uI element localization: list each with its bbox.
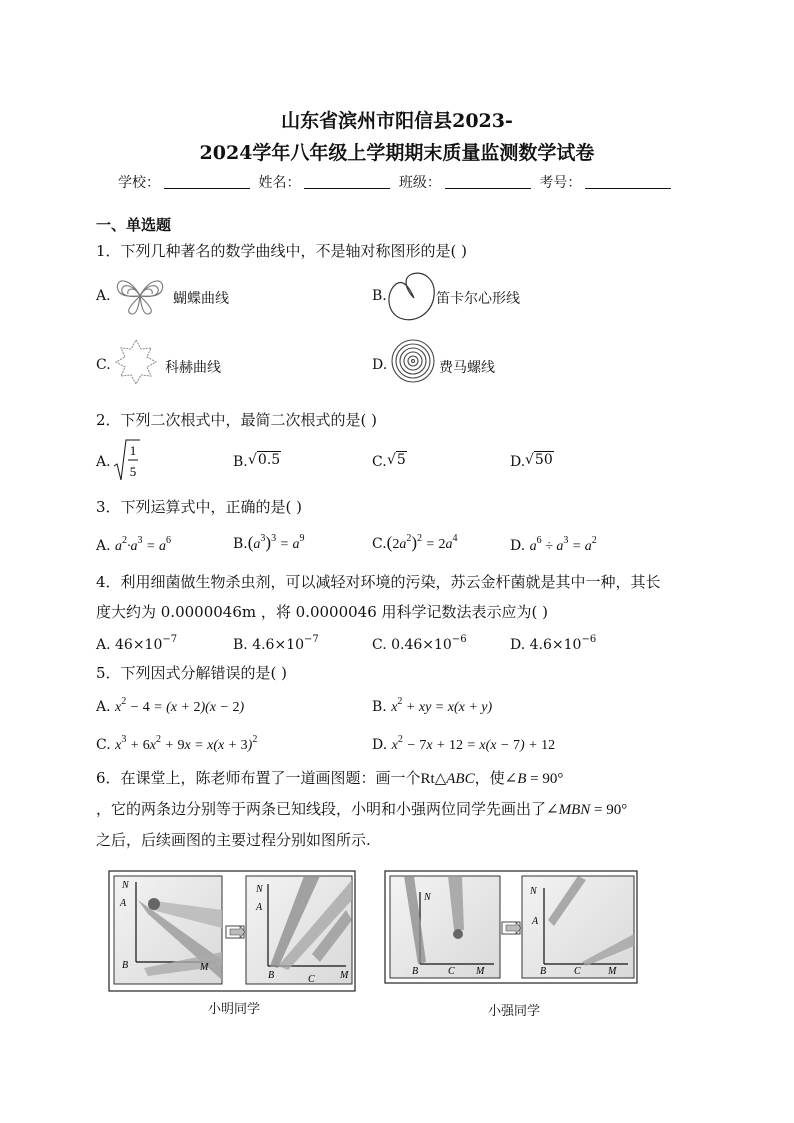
q4-option-c xyxy=(372,634,467,653)
q4-stem-line1: 4．利用细菌做生物杀虫剂，可以减轻对环境的污染，苏云金杆菌就是其中一种，其长 xyxy=(96,573,661,591)
q4-option-c-exp: −6 xyxy=(451,634,467,645)
q2-option-c-label: C. xyxy=(372,454,387,470)
field-class: 班级： xyxy=(398,175,441,191)
q1-option-d-label: D. xyxy=(372,357,388,373)
q3-option-a-label: A. xyxy=(96,538,111,554)
field-number: 考号： xyxy=(539,175,582,191)
q1-option-c-text: 科赫曲线 xyxy=(165,360,221,376)
svg-text:M: M xyxy=(476,966,485,977)
q3-option-b-label: B. xyxy=(233,536,248,552)
q2-d-radicand: 50 xyxy=(534,452,553,468)
q4-stem-line2: 度大约为 0.0000046m ，将 0.0000046 用科学记数法表示应为( ) xyxy=(96,603,549,621)
number-blank[interactable] xyxy=(585,174,671,189)
q3-option-a: A. $a^2\cdot a^3 = a^6$ xyxy=(96,535,171,554)
q4-option-a xyxy=(96,634,177,653)
q2-c-radicand: 5 xyxy=(396,452,406,468)
koch-snowflake-icon xyxy=(106,338,166,392)
q6-line1-a: 6．在课堂上，陈老师布置了一道画图题：画一个 xyxy=(96,769,421,787)
q1-option-a-label: A. xyxy=(96,288,111,304)
field-name: 姓名： xyxy=(258,175,301,191)
page-title-line2: 2024学年八年级上学期期末质量监测数学试卷 xyxy=(199,142,595,164)
q2-option-d-expr: √50 xyxy=(525,452,553,468)
q3-option-c-label: C. xyxy=(372,536,387,552)
svg-text:B: B xyxy=(268,970,275,981)
q3-stem: 3．下列运算式中，正确的是( ) xyxy=(96,498,303,516)
q2-option-a-label: A. xyxy=(96,454,111,470)
q5-option-a: A. $x^2 - 4 = (x + 2)(x - 2)$ xyxy=(96,696,245,715)
q4-option-b-mant: 4.6×10 xyxy=(252,637,305,653)
page-title-line1: 山东省滨州市阳信县2023- xyxy=(281,110,513,132)
q2-option-b-expr: √0.5 xyxy=(248,452,281,468)
q4-option-a-label: A. xyxy=(96,637,111,653)
q6-figures xyxy=(108,870,638,992)
q4-option-d-exp: −6 xyxy=(581,634,597,645)
q5-option-c-label: C. xyxy=(96,737,111,753)
q2-a-numerator: 1 xyxy=(129,443,137,458)
svg-text:C: C xyxy=(448,966,455,977)
q3-option-d: D. $a^6 \div a^3 = a^2$ xyxy=(510,535,597,554)
q4-option-c-mant: 0.46×10 xyxy=(391,637,452,653)
q6-line1-b: ，使 xyxy=(474,769,505,787)
field-school: 学校： xyxy=(118,175,160,191)
q2-option-c-expr: √5 xyxy=(387,452,406,468)
q6-line2-a: ，它的两条边分别等于两条已知线段，小明和小强两位同学先画出了 xyxy=(96,800,547,818)
q1-option-b-label: B. xyxy=(372,288,387,304)
svg-text:A: A xyxy=(120,898,127,909)
q2-stem: 2．下列二次根式中，最简二次根式的是( ) xyxy=(96,411,378,429)
svg-text:A: A xyxy=(256,902,263,913)
q2-option-b-label: B. xyxy=(233,454,248,470)
svg-text:N: N xyxy=(122,880,129,891)
q6-line1: 6．在课堂上，陈老师布置了一道画图题：画一个Rt△ABC，使∠B = 90° xyxy=(96,769,564,787)
q1-option-d-text: 费马螺线 xyxy=(439,360,495,376)
q5-option-a-label: A. xyxy=(96,699,111,715)
fig-caption-xiaoqiang: 小强同学 xyxy=(488,1004,541,1019)
q2-a-denominator: 5 xyxy=(129,464,137,479)
section-title: 一、单选题 xyxy=(96,216,172,234)
q4-option-b-exp: −7 xyxy=(304,634,319,645)
cardioid-curve-icon xyxy=(384,270,438,326)
q5-option-d: D. $x^2 - 7x + 12 = x(x - 7) + 12$ xyxy=(372,734,556,753)
q4-option-c-label: C. xyxy=(372,637,387,653)
q4-option-a-mant: 46×10 xyxy=(115,637,163,653)
fermat-spiral-icon xyxy=(390,338,436,384)
q5-option-b: B. $x^2$ + xy = x(x + y) xyxy=(372,696,493,715)
svg-text:C: C xyxy=(308,974,315,985)
svg-text:M: M xyxy=(200,962,209,973)
svg-text:C: C xyxy=(574,966,581,977)
q1-option-b-text: 笛卡尔心形线 xyxy=(436,291,520,307)
q2-b-radicand: 0.5 xyxy=(257,452,281,468)
butterfly-curve-icon xyxy=(112,272,168,318)
q4-option-b-label: B. xyxy=(233,637,248,653)
q1-stem: 1．下列几种著名的数学曲线中，不是轴对称图形的是( ) xyxy=(96,242,468,260)
q4-option-d-mant: 4.6×10 xyxy=(529,637,582,653)
svg-text:A: A xyxy=(532,916,539,927)
q4-option-b xyxy=(233,634,319,653)
svg-text:B: B xyxy=(122,960,129,971)
q4-option-d xyxy=(510,634,596,653)
svg-text:M: M xyxy=(608,966,617,977)
student-info-fields xyxy=(118,172,675,192)
q1-option-c-label: C. xyxy=(96,357,111,373)
q2-option-a-expr xyxy=(112,438,142,484)
q5-option-c: C. $x^3 + 6x^2 + 9x = x(x + 3)^2$ xyxy=(96,734,258,753)
svg-text:N: N xyxy=(256,884,263,895)
svg-text:B: B xyxy=(412,966,419,977)
q4-option-a-exp: −7 xyxy=(162,634,178,645)
q5-option-b-label: B. xyxy=(372,699,387,715)
q3-option-b: $B.(a^3)^3 = a^9$ xyxy=(233,533,305,552)
school-blank[interactable] xyxy=(164,174,250,189)
q6-line3: 之后，后续画图的主要过程分别如图所示. xyxy=(96,831,371,849)
q3-option-d-label: D. xyxy=(510,538,526,554)
svg-text:N: N xyxy=(424,892,431,903)
q2-option-d-label: D. xyxy=(510,454,526,470)
q5-option-d-label: D. xyxy=(372,737,388,753)
svg-text:M: M xyxy=(340,970,349,981)
fig-caption-xiaoming: 小明同学 xyxy=(208,1002,261,1017)
name-blank[interactable] xyxy=(304,174,390,189)
q5-stem: 5．下列因式分解错误的是( ) xyxy=(96,664,288,682)
svg-text:N: N xyxy=(530,886,537,897)
q4-option-d-label: D. xyxy=(510,637,526,653)
q3-option-c: $C.(2a^2)^2 = 2a^4$ xyxy=(372,533,458,552)
q1-option-a-text: 蝴蝶曲线 xyxy=(173,291,229,307)
svg-text:B: B xyxy=(540,966,547,977)
q6-line2: ，它的两条边分别等于两条已知线段，小明和小强两位同学先画出了∠MBN = 90° xyxy=(96,800,628,818)
class-blank[interactable] xyxy=(445,174,531,189)
